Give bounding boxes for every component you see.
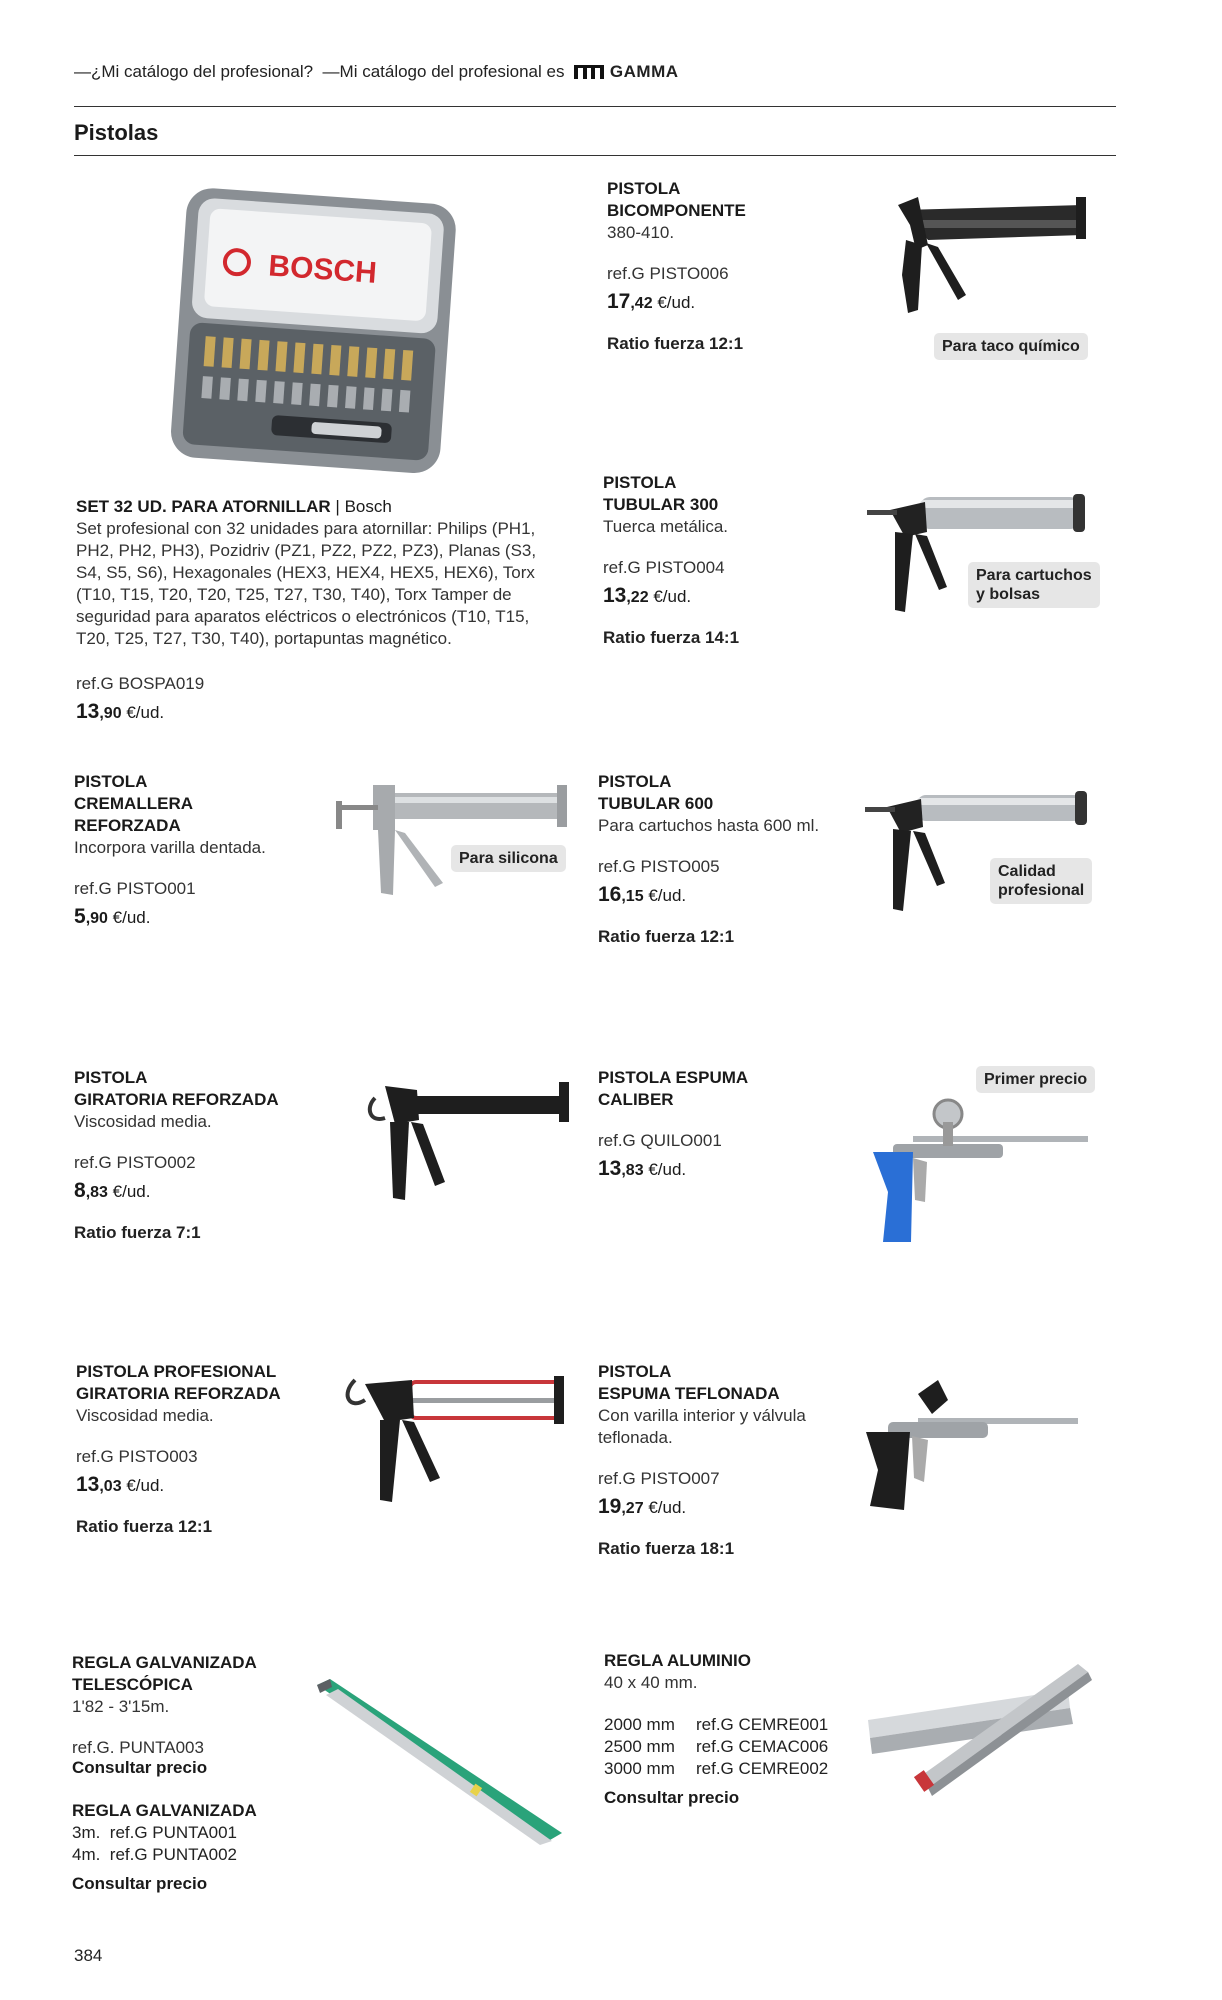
price-decimal: ,22 [626,589,649,606]
teflonada-block [598,1361,858,1559]
regla-galv-block [72,1800,332,1894]
teflonada-gun-image [848,1370,1088,1520]
price-unit: €/ud. [121,703,165,722]
price-decimal: ,42 [630,295,653,312]
price-unit: €/ud. [643,1498,687,1517]
regla-alu-block [604,1650,864,1808]
bicomponente-title-1: PISTOLA [607,179,681,198]
teflonada-ratio: Ratio fuerza 18:1 [598,1539,735,1558]
bicomponente-title-2: BICOMPONENTE [607,201,746,220]
giratoria-block [74,1067,334,1243]
regla-tele-title-2: TELESCÓPICA [72,1675,193,1694]
tubular300-block [603,472,843,648]
cremallera-block [74,771,324,929]
teflonada-title-1: PISTOLA [598,1362,672,1381]
price-unit: €/ud. [643,1160,687,1179]
set32-price [76,700,556,724]
cremallera-ref: ref.G PISTO001 [74,879,196,898]
catalog-header [74,62,679,84]
giratoria-ratio: Ratio fuerza 7:1 [74,1223,201,1242]
section-divider [74,155,1116,156]
cremallera-title-1: PISTOLA [74,772,148,791]
price-decimal: ,90 [99,705,122,722]
price-integer: 16 [598,883,622,906]
regla-alu-size: 3000 mm [604,1759,675,1778]
tubular600-description: Para cartuchos hasta 600 ml. [598,816,820,835]
telescopic-ruler-image [312,1665,572,1845]
price-decimal: ,27 [621,1500,644,1517]
teflonada-title-2: ESPUMA TEFLONADA [598,1384,780,1403]
price-integer: 13 [603,584,627,607]
regla-galv-title: REGLA GALVANIZADA [72,1801,257,1820]
regla-alu-table [604,1714,864,1780]
teflonada-ref: ref.G PISTO007 [598,1469,720,1488]
bicomponente-ref: ref.G PISTO006 [607,264,729,283]
regla-tele-title-1: REGLA GALVANIZADA [72,1653,257,1672]
profesional-title-1: PISTOLA PROFESIONAL [76,1362,277,1381]
bicomponente-price [607,290,847,314]
profesional-price [76,1473,336,1497]
price-integer: 5 [74,905,86,928]
tubular600-title-2: TUBULAR 600 [598,794,714,813]
giratoria-title-2: GIRATORIA REFORZADA [74,1090,279,1109]
set32-brand: | Bosch [330,497,392,516]
regla-tele-description: 1'82 - 3'15m. [72,1697,170,1716]
header-text-2: —Mi catálogo del profesional es [322,62,565,81]
tubular600-badge [990,858,1092,904]
regla-tele-ref: ref.G. PUNTA003 [72,1738,204,1757]
badge-line-2: y bolsas [976,586,1041,603]
regla-alu-title: REGLA ALUMINIO [604,1651,752,1670]
price-integer: 19 [598,1495,622,1518]
profesional-block [76,1361,336,1537]
tubular300-title-1: PISTOLA [603,473,677,492]
cremallera-price [74,905,324,929]
section-title: Pistolas [74,120,159,145]
bosch-bit-set-image [168,186,468,486]
regla-alu-row [604,1758,864,1780]
tubular300-title-2: TUBULAR 300 [603,495,719,514]
price-integer: 13 [76,700,100,723]
regla-tele-consult: Consultar precio [72,1758,208,1777]
profesional-description: Viscosidad media. [76,1406,214,1425]
espuma-ref: ref.G QUILO001 [598,1131,722,1150]
header-text-1: —¿Mi catálogo del profesional? [74,62,314,81]
tubular600-title-1: PISTOLA [598,772,672,791]
bicomponente-badge: Para taco químico [934,333,1088,360]
teflonada-description-2: teflonada. [598,1428,673,1447]
price-integer: 13 [76,1473,100,1496]
bicomponente-gun-image [858,185,1098,325]
regla-alu-description: 40 x 40 mm. [604,1673,698,1692]
header-divider [74,106,1116,107]
price-decimal: ,03 [99,1478,122,1495]
teflonada-description-1: Con varilla interior y válvula [598,1406,806,1425]
page-number: 384 [74,1946,103,1965]
regla-alu-consult: Consultar precio [604,1788,740,1807]
tubular300-badge [968,562,1100,608]
price-integer: 8 [74,1179,86,1202]
tubular600-ratio: Ratio fuerza 12:1 [598,927,735,946]
regla-alu-ref: ref.G CEMAC006 [696,1737,829,1756]
regla-alu-row [604,1736,864,1758]
badge-line-1: Para cartuchos [976,567,1092,584]
bosch-logo-text: BOSCH [267,249,378,290]
tubular300-ref: ref.G PISTO004 [603,558,725,577]
giratoria-ref: ref.G PISTO002 [74,1153,196,1172]
price-decimal: ,15 [621,888,644,905]
regla-galv-consult: Consultar precio [72,1874,208,1893]
price-unit: €/ud. [107,1182,151,1201]
regla-galv-row-2: 4m. ref.G PUNTA002 [72,1845,238,1864]
tubular300-description: Tuerca metálica. [603,517,729,536]
tubular300-price [603,584,843,608]
regla-galv-row-1: 3m. ref.G PUNTA001 [72,1823,238,1842]
badge-line-2: profesional [998,882,1085,899]
profesional-ratio: Ratio fuerza 12:1 [76,1517,213,1536]
price-decimal: ,83 [621,1162,644,1179]
set32-title: SET 32 UD. PARA ATORNILLAR [76,497,331,516]
set32-block [76,496,556,724]
cremallera-description: Incorpora varilla dentada. [74,838,266,857]
price-unit: €/ud. [648,587,692,606]
tubular600-block [598,771,858,947]
profesional-title-2: GIRATORIA REFORZADA [76,1384,281,1403]
price-decimal: ,90 [85,910,108,927]
cremallera-badge: Para silicona [451,845,566,872]
regla-alu-row [604,1714,864,1736]
set32-description: Set profesional con 32 unidades para atornillar: Philips (PH1, PH2, PH2, PH3), Pozidriv (PZ1, PZ2, PZ2, PZ3), Planas (S3, S4, S5, S6), Hexagonales (HEX3, HEX4, HEX5, HEX6), Torx (T10, T15, T20, T20, T25, T27, T30, T40), Torx Tamper de seguridad para aparatos eléctricos o electrónicos (T10, T15, T20, T25, T27, T30, T40), portapuntas magnético. [76,519,537,648]
profesional-gun-image [340,1360,580,1510]
price-unit: €/ud. [121,1476,165,1495]
price-decimal: ,83 [85,1184,108,1201]
set32-ref: ref.G BOSPA019 [76,674,205,693]
price-integer: 13 [598,1157,622,1180]
aluminium-ruler-image [858,1650,1098,1800]
gamma-logo-icon [574,63,604,84]
giratoria-title-1: PISTOLA [74,1068,148,1087]
regla-tele-block [72,1652,332,1778]
price-unit: €/ud. [652,293,696,312]
giratoria-gun-image [345,1068,575,1208]
cremallera-title-2: CREMALLERA [74,794,193,813]
tubular600-ref: ref.G PISTO005 [598,857,720,876]
cremallera-title-3: REFORZADA [74,816,181,835]
price-integer: 17 [607,290,631,313]
brand-name: GAMMA [609,62,679,81]
espuma-gun-image [853,1092,1093,1262]
cremallera-gun-image [333,775,573,905]
profesional-ref: ref.G PISTO003 [76,1447,198,1466]
espuma-title-2: CALIBER [598,1090,674,1109]
bicomponente-description: 380-410. [607,223,675,242]
regla-alu-ref: ref.G CEMRE002 [696,1759,829,1778]
bicomponente-ratio: Ratio fuerza 12:1 [607,334,744,353]
regla-alu-size: 2500 mm [604,1737,675,1756]
tubular600-price [598,883,858,907]
teflonada-price [598,1495,858,1519]
regla-alu-ref: ref.G CEMRE001 [696,1715,829,1734]
espuma-badge: Primer precio [976,1066,1095,1093]
price-unit: €/ud. [107,908,151,927]
bicomponente-block [607,178,847,354]
tubular300-ratio: Ratio fuerza 14:1 [603,628,740,647]
giratoria-price [74,1179,334,1203]
espuma-title-1: PISTOLA ESPUMA [598,1068,749,1087]
giratoria-description: Viscosidad media. [74,1112,212,1131]
regla-alu-size: 2000 mm [604,1715,675,1734]
badge-line-1: Calidad [998,863,1056,880]
espuma-block [598,1067,858,1181]
espuma-price [598,1157,858,1181]
price-unit: €/ud. [643,886,687,905]
